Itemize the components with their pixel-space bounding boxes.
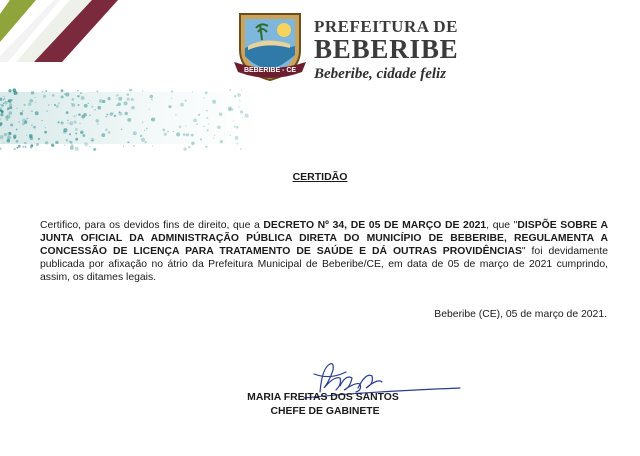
- municipal-crest-logo: [232, 10, 308, 84]
- body-suffix: " foi devidamente publicada por afixação no átrio da Prefeitura Municipal de Beberibe/CE, em data de 05 de março de 2021 cumprindo, assim, os ditames legais.: [40, 246, 608, 283]
- body-prefix: Certifico, para os devidos fins de direito, que a: [40, 220, 264, 231]
- brand-line-city: BEBERIBE: [314, 34, 459, 64]
- document-title: CERTIDÃO: [292, 171, 348, 183]
- brand-block: [314, 18, 474, 84]
- body-que: , que ": [486, 220, 518, 231]
- corner-stripes-decoration: [0, 0, 130, 62]
- crest-ribbon-text: BEBERIBE - CE: [243, 67, 297, 74]
- certificate-body: [40, 219, 608, 284]
- decree-subject: DISPÕE SOBRE A JUNTA OFICIAL DA ADMINISTRAÇÃO PÚBLICA DIRETA DO MUNICÍPIO DE BEBERIBE, REGULAMENTA A CONCESSÃO DE LICENÇA PARA TRATAMENTO DE SAÚDE E DÁ OUTRAS PROVIDÊNCIAS: [40, 220, 608, 257]
- decree-reference: DECRETO Nº 34, DE 05 DE MARÇO DE 2021: [263, 220, 487, 231]
- signer-name: MARIA FREITAS DOS SANTOS: [247, 392, 399, 403]
- brand-slogan: Beberibe, cidade feliz: [314, 66, 447, 82]
- watercolor-texture-decoration: [0, 86, 260, 156]
- signer-role: CHEFE DE GABINETE: [270, 406, 380, 417]
- brand-line-prefeitura: PREFEITURA DE: [314, 17, 458, 36]
- place-and-date: Beberibe (CE), 05 de março de 2021.: [434, 309, 607, 320]
